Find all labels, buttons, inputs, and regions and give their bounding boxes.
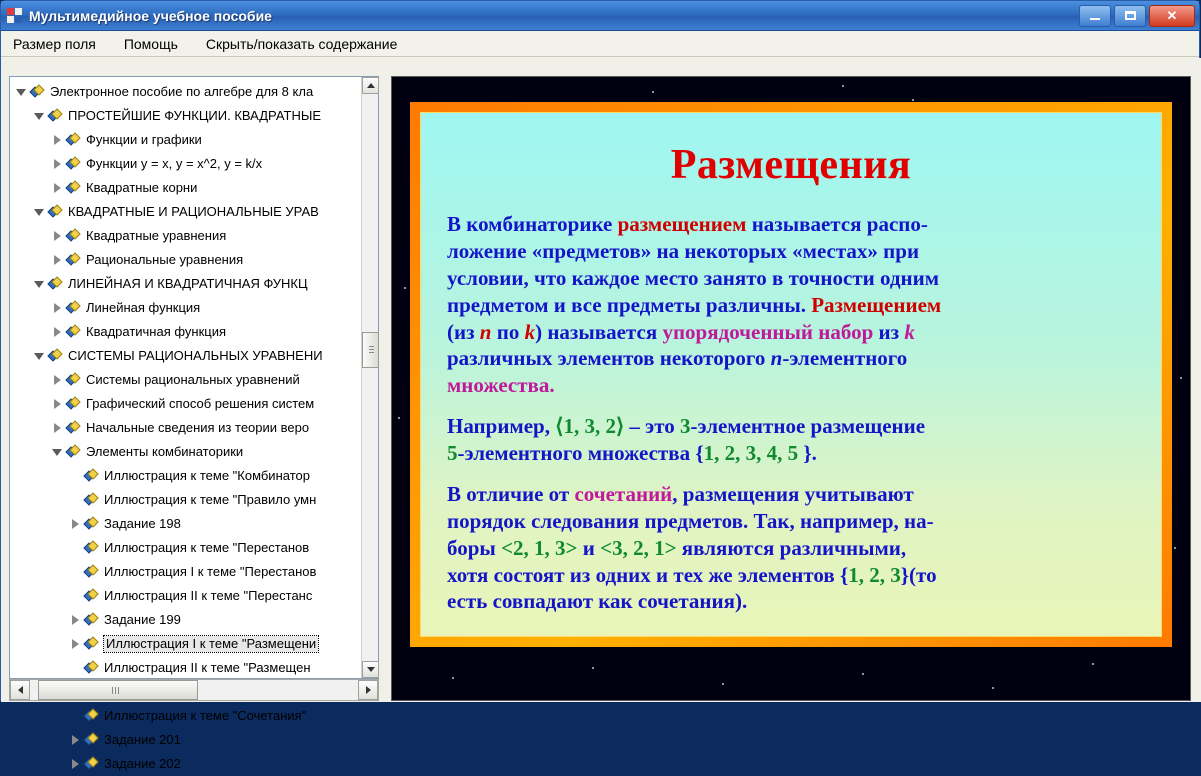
topic-node-icon <box>85 709 99 723</box>
chevron-right-icon[interactable] <box>52 326 64 338</box>
tree-node-label: Задание 198 <box>104 516 181 531</box>
para1-line3: условии, что каждое место занято в точности одним <box>447 265 940 290</box>
topic-node-icon <box>67 157 81 171</box>
topic-node-icon <box>49 349 63 363</box>
tree-node-label: Функции и графики <box>86 132 202 147</box>
menu-bar <box>1 31 1199 57</box>
tree-node-label: Задание 201 <box>104 732 181 747</box>
chevron-down-icon[interactable] <box>34 278 46 290</box>
para2-line2-a: -элементного множества { <box>457 441 704 465</box>
tree-node-label: Графический способ решения систем <box>86 396 315 411</box>
tree-spacer <box>70 662 82 674</box>
tree-spacer <box>70 542 82 554</box>
window-controls <box>1079 5 1195 27</box>
topic-node-icon <box>67 229 81 243</box>
para2-number-5: 5 <box>447 441 458 465</box>
tree-node-label: КВАДРАТНЫЕ И РАЦИОНАЛЬНЫЕ УРАВ <box>68 204 319 219</box>
slide-content <box>420 112 1162 637</box>
tree-node-label: Задание 202 <box>104 756 181 771</box>
slide-viewer <box>391 76 1191 701</box>
tree-node-label: Функции y = x, y = x^2, y = k/x <box>86 156 263 171</box>
topic-node-icon <box>85 637 99 651</box>
topic-node-icon <box>49 205 63 219</box>
scroll-down-button[interactable] <box>362 661 379 678</box>
para2-line2-b: }. <box>798 441 817 465</box>
para1-line4-highlight: Размещением <box>811 292 942 317</box>
vertical-scroll-thumb[interactable] <box>362 332 379 368</box>
slide-title: Размещения <box>670 142 912 188</box>
tree-node-label: Иллюстрация к теме "Перестанов <box>104 540 310 555</box>
chevron-right-icon[interactable] <box>52 422 64 434</box>
tree-node-label: Линейная функция <box>86 300 201 315</box>
para2-line1-b: – это <box>624 414 681 439</box>
para3-line2: порядок следования предметов. Так, например, на- <box>447 508 934 533</box>
tree-spacer <box>70 566 82 578</box>
topic-node-icon <box>31 85 45 99</box>
chevron-right-icon[interactable] <box>70 638 82 650</box>
para3-line3-c: являются различными, <box>676 535 907 560</box>
tree-spacer <box>70 590 82 602</box>
close-button[interactable] <box>1149 5 1195 27</box>
scroll-right-button[interactable] <box>358 680 378 700</box>
para1-line5-c: ) называется <box>535 319 663 344</box>
tree-node-label: Элементы комбинаторики <box>86 444 244 459</box>
para3-set: 1, 2, 3 <box>848 562 901 587</box>
para1-var-k: k <box>524 319 536 344</box>
window-title: Мультимедийное учебное пособие <box>29 7 272 24</box>
chevron-right-icon[interactable] <box>52 134 64 146</box>
tree-node-label: Задание 199 <box>104 612 181 627</box>
para3-line5: есть совпадают как сочетания). <box>447 589 748 614</box>
para3-line4-a: хотя состоят из одних и тех же элементов { <box>447 562 849 587</box>
para1-line5-b: по <box>491 319 525 344</box>
para3-line3-b: и <box>577 535 601 560</box>
menu-item-toggle-contents[interactable]: Скрыть/показать содержание <box>205 35 398 52</box>
chevron-right-icon[interactable] <box>52 254 64 266</box>
tree-node-label: Системы рациональных уравнений <box>86 372 300 387</box>
para2-number-3: 3 <box>680 414 691 439</box>
tree-node-label: Квадратные корни <box>86 180 198 195</box>
topic-node-icon <box>49 109 63 123</box>
para3-combinations-highlight: сочетаний <box>574 481 673 506</box>
tree-node-label: Квадратичная функция <box>86 324 227 339</box>
chevron-down-icon[interactable] <box>52 446 64 458</box>
tree-vertical-scrollbar[interactable] <box>361 77 378 678</box>
para2-line1-a: Например, <box>447 414 556 439</box>
para1-line6-b: -элементного <box>782 346 908 371</box>
scroll-left-button[interactable] <box>10 680 30 700</box>
tree-horizontal-scrollbar[interactable] <box>9 679 379 701</box>
slide-frame <box>410 102 1172 647</box>
para1-var-n2: n <box>770 346 783 371</box>
chevron-right-icon[interactable] <box>52 158 64 170</box>
para3-tuple-1: <2, 1, 3> <box>501 535 578 560</box>
para2-set: 1, 2, 3, 4, 5 <box>703 441 799 465</box>
scroll-up-button[interactable] <box>362 77 379 94</box>
para3-line1-a: В отличие от <box>447 481 575 506</box>
tree-node-label: Иллюстрация к теме "Комбинатор <box>104 468 310 483</box>
menu-item-field-size[interactable]: Размер поля <box>13 35 96 52</box>
topic-node-icon <box>67 133 81 147</box>
para1-line5-d: из <box>873 319 905 344</box>
topic-node-icon <box>67 325 81 339</box>
slide-paragraph-definition <box>447 211 1135 399</box>
para1-line6-a: различных элементов некоторого <box>447 346 771 371</box>
tree-node-label: Иллюстрация к теме "Сочетания" <box>104 708 307 723</box>
chevron-right-icon[interactable] <box>70 758 82 770</box>
topic-node-icon <box>67 373 81 387</box>
topic-node-icon <box>85 541 99 555</box>
title-bar <box>1 1 1199 31</box>
tree-node-label: Иллюстрация II к теме "Размещен <box>104 660 311 675</box>
chevron-right-icon[interactable] <box>52 374 64 386</box>
para2-line1-c: -элементное размещение <box>690 414 926 439</box>
tree-node-label: Электронное пособие по алгебре для 8 кла <box>50 84 314 99</box>
topic-node-icon <box>85 589 99 603</box>
horizontal-scroll-thumb[interactable] <box>38 680 198 700</box>
chevron-right-icon[interactable] <box>70 614 82 626</box>
para1-line5-a: (из <box>447 319 480 344</box>
chevron-down-icon[interactable] <box>34 110 46 122</box>
topic-node-icon <box>85 613 99 627</box>
para1-line5-highlight: упорядоченный набор <box>662 319 874 344</box>
close-icon: ✕ <box>1166 8 1178 23</box>
minimize-button[interactable] <box>1079 5 1111 27</box>
slide-paragraph-example <box>447 413 1135 467</box>
tree-node-label: Иллюстрация I к теме "Размещени <box>106 636 317 651</box>
topic-node-icon <box>67 253 81 267</box>
topic-node-icon <box>67 181 81 195</box>
chevron-right-icon[interactable] <box>70 518 82 530</box>
topic-node-icon <box>67 421 81 435</box>
topic-node-icon <box>85 517 99 531</box>
tree-node-label: ЛИНЕЙНАЯ И КВАДРАТИЧНАЯ ФУНКЦ <box>68 276 308 291</box>
tree-node-label: СИСТЕМЫ РАЦИОНАЛЬНЫХ УРАВНЕНИ <box>68 348 323 363</box>
slide-paragraph-difference <box>447 481 1135 615</box>
topic-node-icon <box>85 565 99 579</box>
para1-line1-a: В комбинаторике <box>447 212 618 236</box>
tree-node[interactable] <box>10 704 610 728</box>
chevron-right-icon[interactable] <box>52 398 64 410</box>
tree-node-label: Иллюстрация I к теме "Перестанов <box>104 564 317 579</box>
maximize-button[interactable] <box>1114 5 1146 27</box>
chevron-right-icon[interactable] <box>70 734 82 746</box>
tree-node-label: Начальные сведения из теории веро <box>86 420 310 435</box>
para2-tuple: ⟨1, 3, 2⟩ <box>555 414 625 439</box>
para3-line3-a: боры <box>447 535 502 560</box>
para1-line4-a: предметом и все предметы различны. <box>447 292 812 317</box>
topic-node-icon <box>85 733 99 747</box>
tree-node-label: Иллюстрация к теме "Правило умн <box>104 492 317 507</box>
topic-node-icon <box>85 661 99 675</box>
contents-tree-pane <box>9 76 379 771</box>
tree-spacer <box>70 494 82 506</box>
tree-node-label: Рациональные уравнения <box>86 252 244 267</box>
chevron-right-icon[interactable] <box>52 182 64 194</box>
tree-node-label: ПРОСТЕЙШИЕ ФУНКЦИИ. КВАДРАТНЫЕ <box>68 108 322 123</box>
para3-line1-b: , размещения учитывают <box>672 481 914 506</box>
chevron-down-icon[interactable] <box>16 86 28 98</box>
tree-spacer <box>70 470 82 482</box>
para1-var-n: n <box>479 319 492 344</box>
chevron-right-icon[interactable] <box>52 230 64 242</box>
app-logo-icon <box>7 8 23 24</box>
topic-node-icon <box>49 277 63 291</box>
chevron-down-icon[interactable] <box>34 206 46 218</box>
para1-line7: множества. <box>447 373 555 398</box>
chevron-right-icon[interactable] <box>52 302 64 314</box>
para1-line2: ложение «предметов» на некоторых «местах» при <box>447 238 920 263</box>
topic-node-icon <box>85 757 99 771</box>
topic-node-icon <box>85 469 99 483</box>
para3-line4-b: }(то <box>900 562 937 587</box>
tree-node[interactable] <box>10 728 610 752</box>
para1-var-k2: k <box>904 319 915 344</box>
para1-line1-b: называется распо- <box>746 212 928 236</box>
para1-line1-highlight: размещением <box>617 212 747 236</box>
topic-node-icon <box>67 301 81 315</box>
tree-spacer <box>70 710 82 722</box>
para3-tuple-2: <3, 2, 1> <box>600 535 677 560</box>
topic-node-icon <box>85 493 99 507</box>
main-content <box>1 58 1201 771</box>
chevron-down-icon[interactable] <box>34 350 46 362</box>
topic-node-icon <box>67 445 81 459</box>
tree-node-label: Квадратные уравнения <box>86 228 227 243</box>
tree-node[interactable] <box>10 752 610 776</box>
topic-node-icon <box>67 397 81 411</box>
tree-node-label: Иллюстрация II к теме "Перестанс <box>104 588 313 603</box>
contents-tree-viewport <box>10 77 362 771</box>
menu-item-help[interactable]: Помощь <box>123 35 178 52</box>
horizontal-scroll-track[interactable] <box>30 680 358 700</box>
